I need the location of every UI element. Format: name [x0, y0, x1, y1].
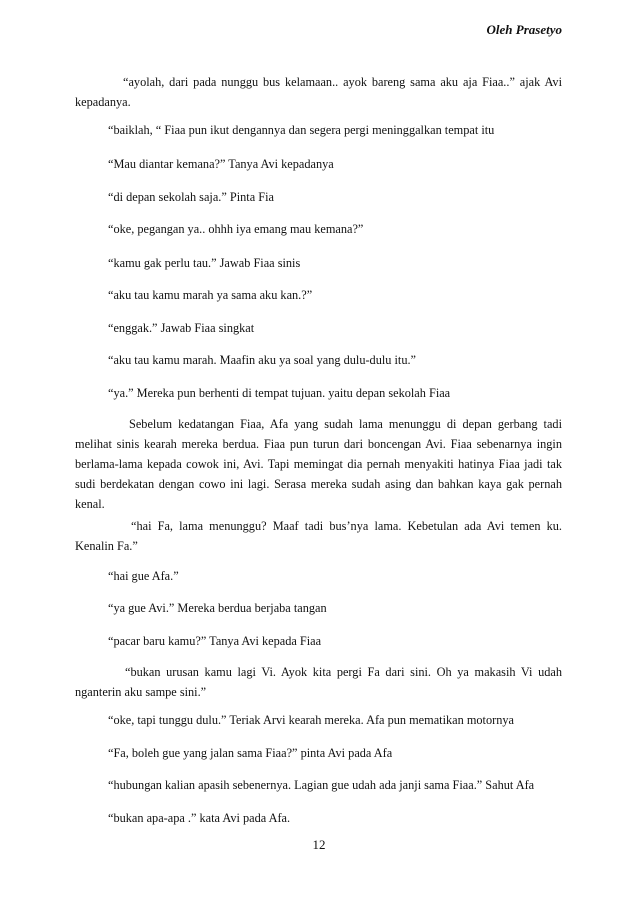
paragraph: “oke, pegangan ya.. ohhh iya emang mau kemana?”: [108, 222, 364, 236]
paragraph: “ya gue Avi.” Mereka berdua berjaba tangan: [108, 601, 327, 615]
paragraph: “ya.” Mereka pun berhenti di tempat tujuan. yaitu depan sekolah Fiaa: [108, 386, 451, 400]
paragraph: “enggak.” Jawab Fiaa singkat: [108, 321, 255, 335]
paragraph: “di depan sekolah saja.” Pinta Fia: [108, 190, 274, 204]
paragraph: “pacar baru kamu?” Tanya Avi kepada Fiaa: [108, 634, 322, 648]
paragraph: “aku tau kamu marah ya sama aku kan.?”: [108, 288, 313, 302]
paragraph: “hubungan kalian apasih sebenernya. Lagian gue udah ada janji sama Fiaa.” Sahut Afa: [108, 778, 535, 792]
paragraph: “bukan apa-apa .” kata Avi pada Afa.: [108, 811, 291, 825]
paragraph: “oke, tapi tunggu dulu.” Teriak Arvi kearah mereka. Afa pun mematikan motornya: [108, 713, 514, 727]
paragraph: “kamu gak perlu tau.” Jawab Fiaa sinis: [108, 256, 301, 270]
paragraph: “hai Fa, lama menunggu? Maaf tadi bus’nya lama. Kebetulan ada Avi temen ku. Kenalin Fa.”: [75, 519, 562, 553]
paragraph: “Fa, boleh gue yang jalan sama Fiaa?” pinta Avi pada Afa: [108, 746, 393, 760]
paragraph: “hai gue Afa.”: [108, 569, 179, 583]
page-header-author: Oleh Prasetyo: [486, 22, 562, 37]
paragraph: “Mau diantar kemana?” Tanya Avi kepadanya: [108, 157, 334, 171]
paragraph: “baiklah, “ Fiaa pun ikut dengannya dan segera pergi meninggalkan tempat itu: [108, 123, 495, 137]
paragraph: “aku tau kamu marah. Maafin aku ya soal yang dulu-dulu itu.”: [108, 353, 417, 367]
page-number: 12: [312, 837, 326, 852]
paragraph: Sebelum kedatangan Fiaa, Afa yang sudah lama menunggu di depan gerbang tadi melihat sinis kearah mereka berdua. Fiaa pun turun dari boncengan Avi. Fiaa sebenarnya ingin berlama-lama kepada cowok ini, Avi. Tapi memingat dia pernah menyakiti hatinya Fiaa jadi tak sudi berdekatan dengan cowo ini lagi. Serasa mereka sudah asing dan bahkan kaya gak pernah kenal.: [75, 417, 562, 511]
paragraph: “ayolah, dari pada nunggu bus kelamaan.. ayok bareng sama aku aja Fiaa..” ajak Avi kepadanya.: [75, 75, 562, 109]
paragraph: “bukan urusan kamu lagi Vi. Ayok kita pergi Fa dari sini. Oh ya makasih Vi udah nganterin aku sampe sini.”: [75, 665, 562, 699]
